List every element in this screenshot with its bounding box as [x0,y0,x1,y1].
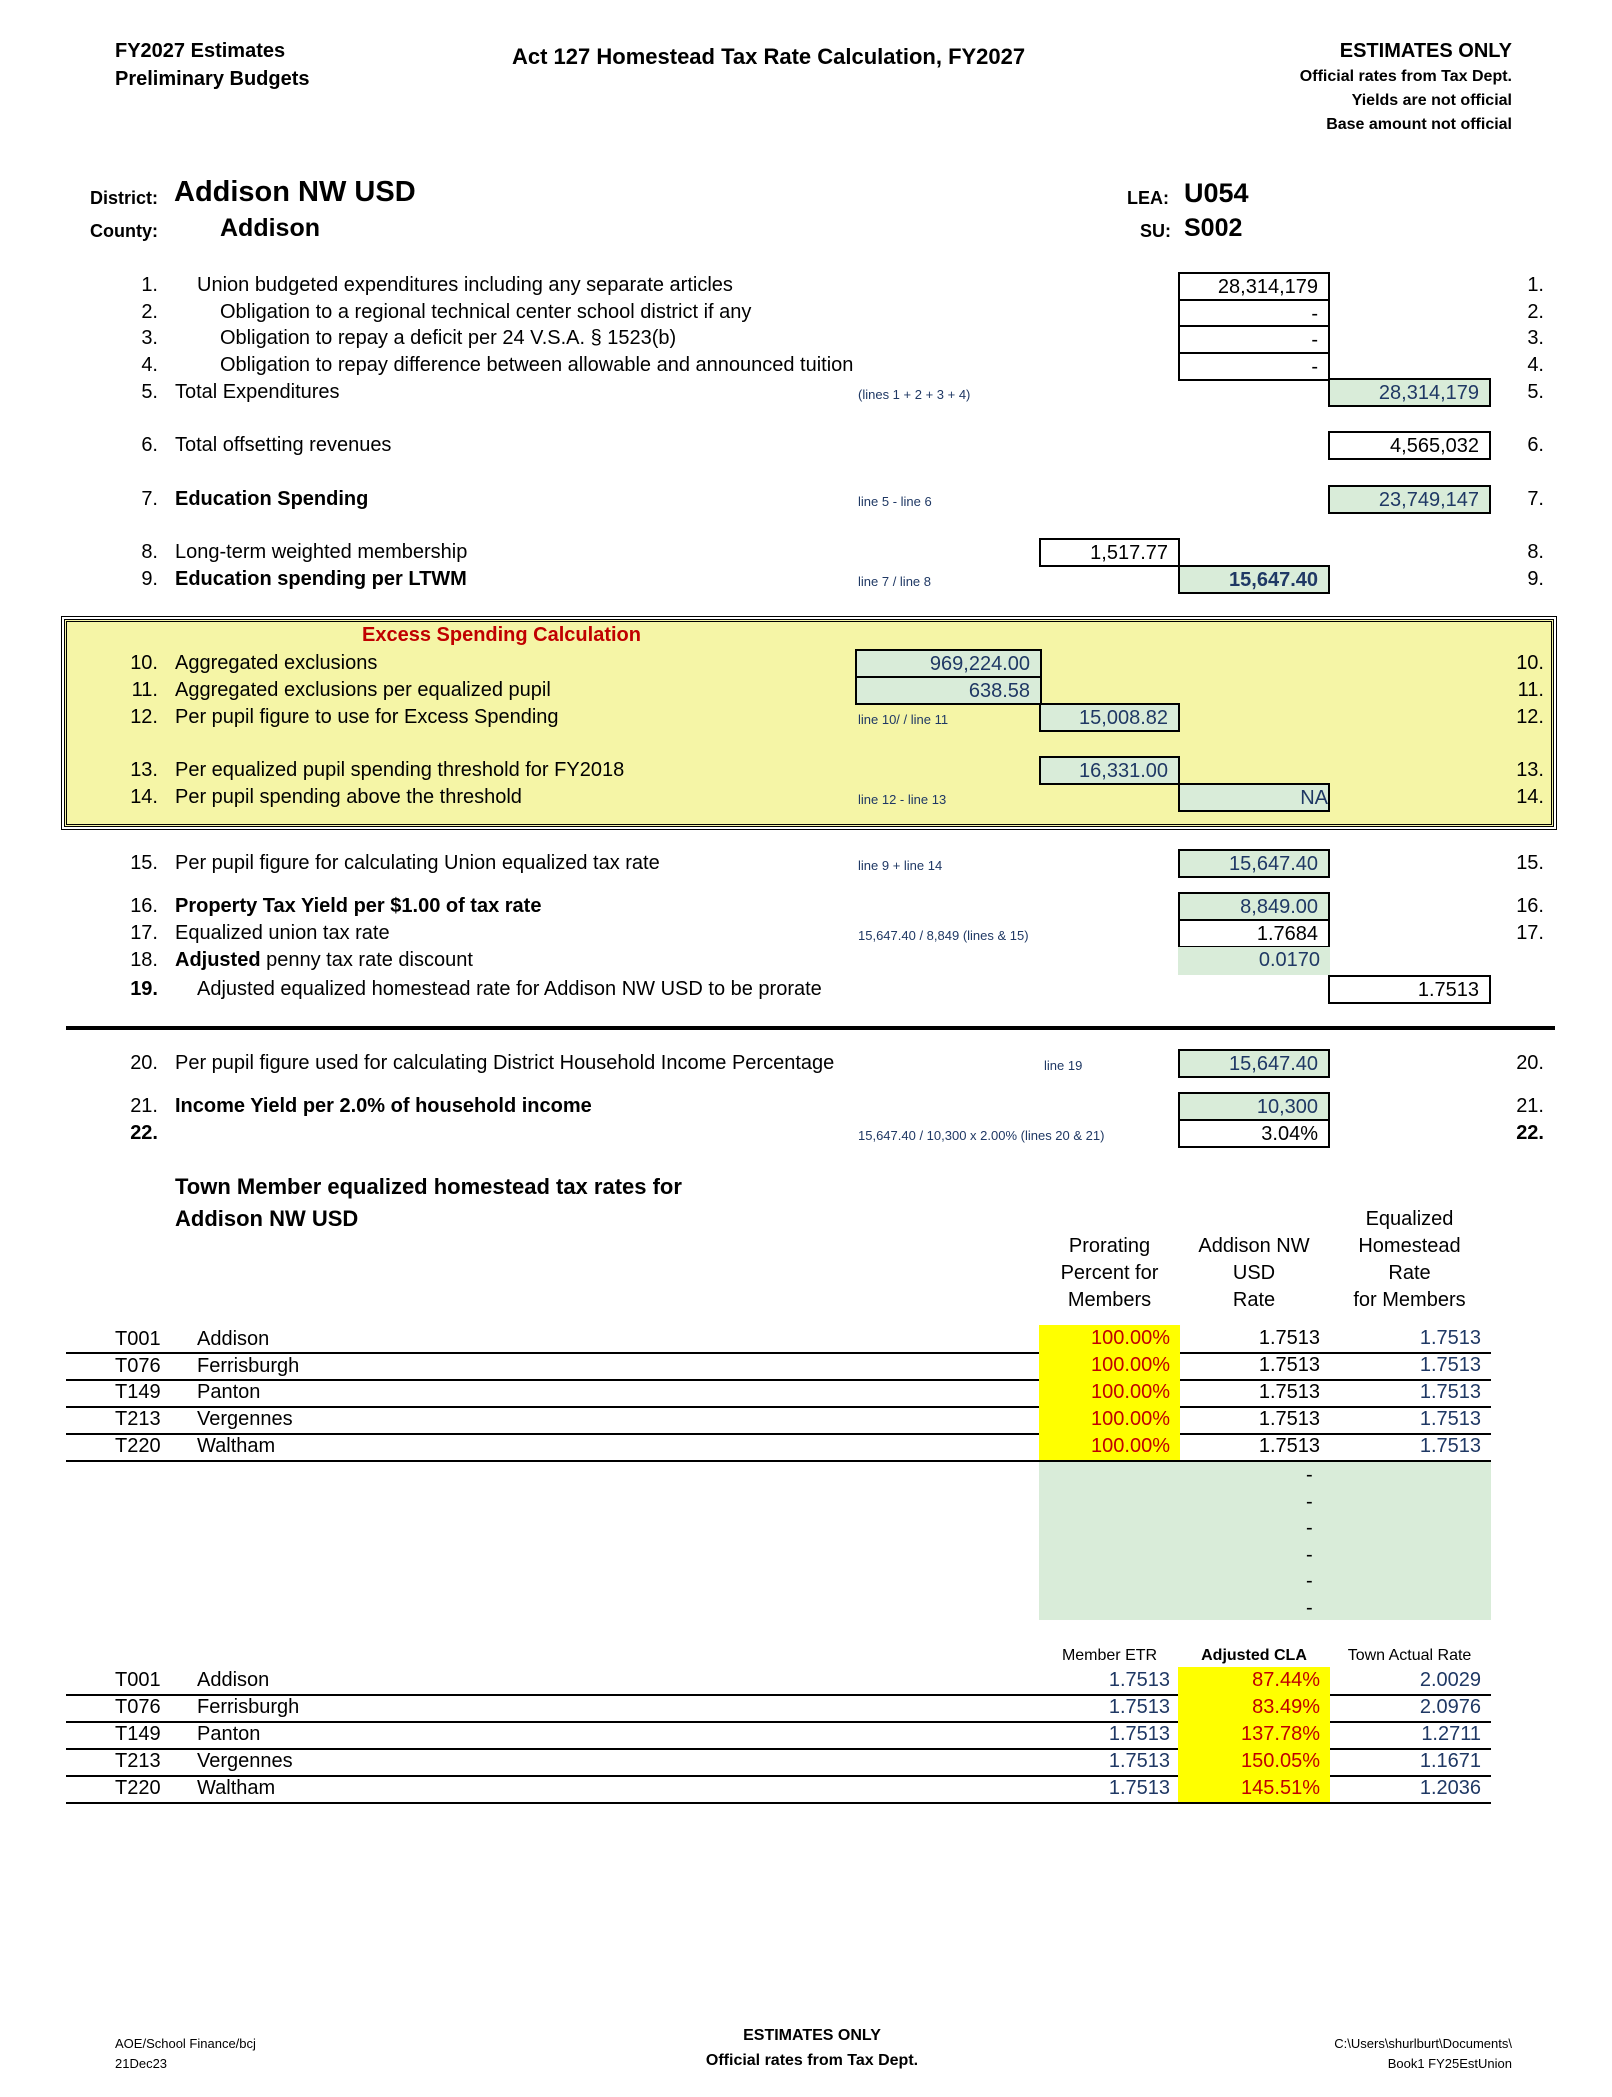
dash: - [1306,1570,1313,1592]
town-code: T220 [115,1777,161,1799]
line-formula: line 19 [1044,1058,1083,1073]
line-number-left: 3. [141,327,158,349]
line-10-value: 969,224.00 [855,649,1042,678]
line-label: Per pupil spending above the threshold [175,786,522,808]
line-1-value: 28,314,179 [1178,272,1330,301]
line-label: Total offsetting revenues [175,434,392,456]
col-header-member-etr: Member ETR [1061,1647,1158,1664]
line-number-left: 19. [130,978,158,1000]
district-label: District: [90,188,159,208]
line-formula: line 12 - line 13 [858,792,947,807]
line-number-left: 21. [130,1095,158,1117]
line-number-left: 10. [130,652,158,674]
line-number-right: 21. [1516,1095,1544,1117]
town-name: Addison [197,1669,270,1691]
line-label: Obligation to a regional technical center school district if any [220,301,752,323]
line-number-left: 13. [130,759,158,781]
page-title: Act 127 Homestead Tax Rate Calculation, FY2027 [512,44,1026,69]
line-17-value: 1.7684 [1178,919,1330,948]
line-14-value: NA [1178,783,1330,812]
line-number-left: 16. [130,895,158,917]
line-number-left: 5. [141,381,158,403]
town-name: Vergennes [197,1750,293,1772]
line-5-value: 28,314,179 [1328,378,1491,407]
footer-right-line1: C:\Users\shurlburt\Documents\ [1334,2036,1512,2051]
member-rate: 1.7513 [1419,1327,1481,1349]
row-divider [66,1802,1491,1804]
line-number-left: 11. [131,679,158,701]
line-label: Union budgeted expenditures including any separate articles [197,274,733,296]
line-formula: line 7 / line 8 [858,574,931,589]
line-number-right: 20. [1516,1052,1544,1074]
line-number-right: 13. [1516,759,1544,781]
line-label: Income Yield per 2.0% of household income [175,1095,592,1117]
town-code: T001 [115,1669,161,1691]
line-label: Aggregated exclusions per equalized pupil [175,679,551,701]
prorating-percent: 100.00% [1039,1406,1180,1433]
line-2-value: - [1178,299,1330,328]
usd-rate: 1.7513 [1258,1354,1320,1376]
header-line: Members [1067,1289,1152,1311]
adjusted-cla: 145.51% [1178,1775,1330,1802]
prorating-percent: 100.00% [1039,1352,1180,1379]
line-number-right: 7. [1527,488,1544,510]
county-name: Addison [220,214,320,242]
empty-member-dashes [1306,1462,1313,1621]
header-line: Addison NW [1198,1235,1310,1257]
adjusted-cla: 150.05% [1178,1748,1330,1775]
usd-rate: 1.7513 [1258,1408,1320,1430]
usd-rate: 1.7513 [1258,1435,1320,1457]
usd-rate: 1.7513 [1258,1327,1320,1349]
line-label: Obligation to repay difference between allowable and announced tuition [220,354,854,376]
lea-code: U054 [1184,178,1249,208]
line-number-left: 8. [141,541,158,563]
town-actual-rate: 2.0029 [1419,1669,1481,1691]
line-number-left: 14. [130,786,158,808]
header-line: for Members [1353,1289,1466,1311]
line-label: Equalized union tax rate [175,922,390,944]
line-label: Education spending per LTWM [175,568,467,590]
col-header-town-actual-rate: Town Actual Rate [1347,1647,1472,1664]
usd-rate: 1.7513 [1258,1381,1320,1403]
line-number-left: 20. [130,1052,158,1074]
line-number-left: 12. [130,706,158,728]
town-actual-rate: 1.2711 [1421,1723,1481,1745]
line-number-right: 17. [1516,922,1544,944]
line-20-value: 15,647.40 [1178,1049,1330,1078]
dash: - [1306,1490,1313,1513]
adjusted-cla: 137.78% [1178,1721,1330,1748]
line-number-left: 6. [141,434,158,456]
line-number-right: 9. [1527,568,1544,590]
town-code: T149 [115,1381,161,1403]
line-21-value: 10,300 [1178,1092,1330,1121]
line-number-left: 4. [141,354,158,376]
line-label: Per pupil figure for calculating Union equalized tax rate [175,852,660,874]
member-rate: 1.7513 [1419,1354,1481,1376]
line-number-right: 11. [1517,679,1544,701]
col-header-prorating [1039,1233,1180,1314]
member-etr: 1.7513 [1108,1777,1170,1799]
header-right-line4: Base amount not official [1326,116,1512,133]
line-formula: line 9 + line 14 [858,858,943,873]
line-number-left: 18. [130,949,158,971]
town-code: T213 [115,1408,161,1430]
line-label [175,949,473,972]
line-label-bold: Adjusted [175,949,261,971]
line-4-value: - [1178,352,1330,381]
member-rate: 1.7513 [1419,1435,1481,1457]
town-code: T076 [115,1696,161,1718]
line-label: Education Spending [175,488,369,510]
line-number-left: 2. [141,301,158,323]
town-code: T220 [115,1435,161,1457]
dash: - [1306,1517,1313,1539]
header-line: Rate [1232,1289,1276,1311]
town-actual-rate: 1.2036 [1419,1777,1481,1799]
line-formula: line 5 - line 6 [858,494,932,509]
header-line: Equalized [1365,1208,1454,1230]
dash: - [1306,1464,1313,1486]
prorating-percent: 100.00% [1039,1433,1180,1460]
line-7-value: 23,749,147 [1328,485,1491,514]
line-11-value: 638.58 [855,676,1042,705]
town-name: Panton [197,1381,261,1403]
line-22-value: 3.04% [1178,1119,1330,1148]
line-number-left: 22. [130,1122,158,1144]
header-right-line1: ESTIMATES ONLY [1339,40,1512,62]
lea-label: LEA: [1127,188,1169,208]
adjusted-cla: 87.44% [1178,1667,1330,1694]
town-name: Waltham [197,1777,276,1799]
header-right-line3: Yields are not official [1351,92,1512,109]
footer-center-line1: ESTIMATES ONLY [743,2027,881,2044]
line-number-left: 1. [141,274,158,296]
line-number-right: 14. [1516,786,1544,808]
line-label: Per pupil figure used for calculating District Household Income Percentage [175,1052,835,1074]
member-rate: 1.7513 [1419,1408,1481,1430]
member-etr: 1.7513 [1108,1696,1170,1718]
town-name: Ferrisburgh [197,1696,300,1718]
line-number-right: 1. [1527,274,1544,296]
line-number-right: 22. [1516,1122,1544,1144]
line-number-right: 16. [1516,895,1544,917]
town-name: Ferrisburgh [197,1355,300,1377]
line-number-right: 4. [1527,354,1544,376]
town-code: T001 [115,1328,161,1350]
su-code: S002 [1184,214,1243,242]
line-label: Obligation to repay a deficit per 24 V.S.A. § 1523(b) [220,327,677,349]
member-rate: 1.7513 [1419,1381,1481,1403]
header-line: Percent for [1060,1262,1159,1284]
col-header-adjusted-cla: Adjusted CLA [1201,1647,1307,1664]
line-formula: line 10/ / line 11 [858,712,949,727]
county-label: County: [90,221,158,241]
town-name: Vergennes [197,1408,293,1430]
header-line: Rate [1388,1262,1431,1284]
line-formula: 15,647.40 / 8,849 (lines & 15) [858,928,1029,943]
member-etr: 1.7513 [1108,1723,1170,1745]
line-19-value: 1.7513 [1328,975,1491,1004]
line-formula: 15,647.40 / 10,300 x 2.00% (lines 20 & 21) [858,1128,1105,1143]
line-18-value: 0.0170 [1178,947,1330,975]
line-label: Per pupil figure to use for Excess Spending [175,706,559,728]
empty-member-block [1039,1462,1491,1620]
header-left-line1: FY2027 Estimates [115,40,286,62]
line-label: Property Tax Yield per $1.00 of tax rate [175,895,542,917]
town-code: T149 [115,1723,161,1745]
line-label-rest: penny tax rate discount [260,949,473,971]
header-left-line2: Preliminary Budgets [115,68,310,90]
town-actual-rate: 2.0976 [1419,1696,1481,1718]
adjusted-cla: 83.49% [1178,1694,1330,1721]
line-number-right: 2. [1527,301,1544,323]
line-number-right: 10. [1516,652,1544,674]
line-label: Adjusted equalized homestead rate for Addison NW USD to be prorate [197,978,822,1000]
line-label: Aggregated exclusions [175,652,378,674]
town-actual-rate: 1.1671 [1419,1750,1481,1772]
line-12-value: 15,008.82 [1039,703,1180,732]
line-number-right: 12. [1516,706,1544,728]
line-8-value: 1,517.77 [1039,538,1180,567]
line-3-value: - [1178,325,1330,354]
line-number-right: 5. [1527,381,1544,403]
col-header-member-rate [1328,1206,1491,1314]
line-number-left: 15. [130,852,158,874]
line-label: Long-term weighted membership [175,541,468,563]
line-label: Total Expenditures [175,381,340,403]
su-label: SU: [1140,221,1171,241]
line-number-right: 8. [1527,541,1544,563]
prorating-percent: 100.00% [1039,1325,1180,1352]
line-formula: (lines 1 + 2 + 3 + 4) [858,387,971,402]
line-9-value: 15,647.40 [1178,565,1330,594]
line-number-right: 3. [1527,327,1544,349]
town-section-title-line2: Addison NW USD [175,1206,359,1231]
footer-left-line2: 21Dec23 [115,2056,168,2071]
line-number-left: 17. [130,922,158,944]
town-name: Addison [197,1328,270,1350]
line-number-right: 15. [1516,852,1544,874]
header-line: Homestead [1358,1235,1461,1257]
line-number-left: 7. [141,488,158,510]
header-line: Prorating [1068,1235,1151,1257]
town-section-title-line1: Town Member equalized homestead tax rates for [175,1174,682,1199]
line-number-left: 9. [141,568,158,590]
header-right-line2: Official rates from Tax Dept. [1299,68,1512,85]
town-code: T213 [115,1750,161,1772]
footer-center-line2: Official rates from Tax Dept. [705,2052,919,2069]
prorating-percent: 100.00% [1039,1379,1180,1406]
line-label: Per equalized pupil spending threshold for FY2018 [175,759,625,781]
dash: - [1306,1596,1313,1619]
town-name: Panton [197,1723,261,1745]
line-13-value: 16,331.00 [1039,756,1180,785]
line-15-value: 15,647.40 [1178,849,1330,878]
header-line: USD [1232,1262,1276,1284]
excess-spending-title: Excess Spending Calculation [362,624,641,646]
dash: - [1306,1543,1313,1566]
member-etr: 1.7513 [1108,1750,1170,1772]
line-16-value: 8,849.00 [1178,892,1330,921]
col-header-usd-rate [1178,1233,1330,1314]
footer-right-line2: Book1 FY25EstUnion [1387,2056,1512,2071]
line-6-value: 4,565,032 [1328,431,1491,460]
district-name: Addison NW USD [174,176,416,208]
member-etr: 1.7513 [1108,1669,1170,1691]
line-number-right: 6. [1527,434,1544,456]
town-code: T076 [115,1355,161,1377]
town-name: Waltham [197,1435,276,1457]
section-divider [66,1026,1555,1030]
footer-left-line1: AOE/School Finance/bcj [115,2036,256,2051]
